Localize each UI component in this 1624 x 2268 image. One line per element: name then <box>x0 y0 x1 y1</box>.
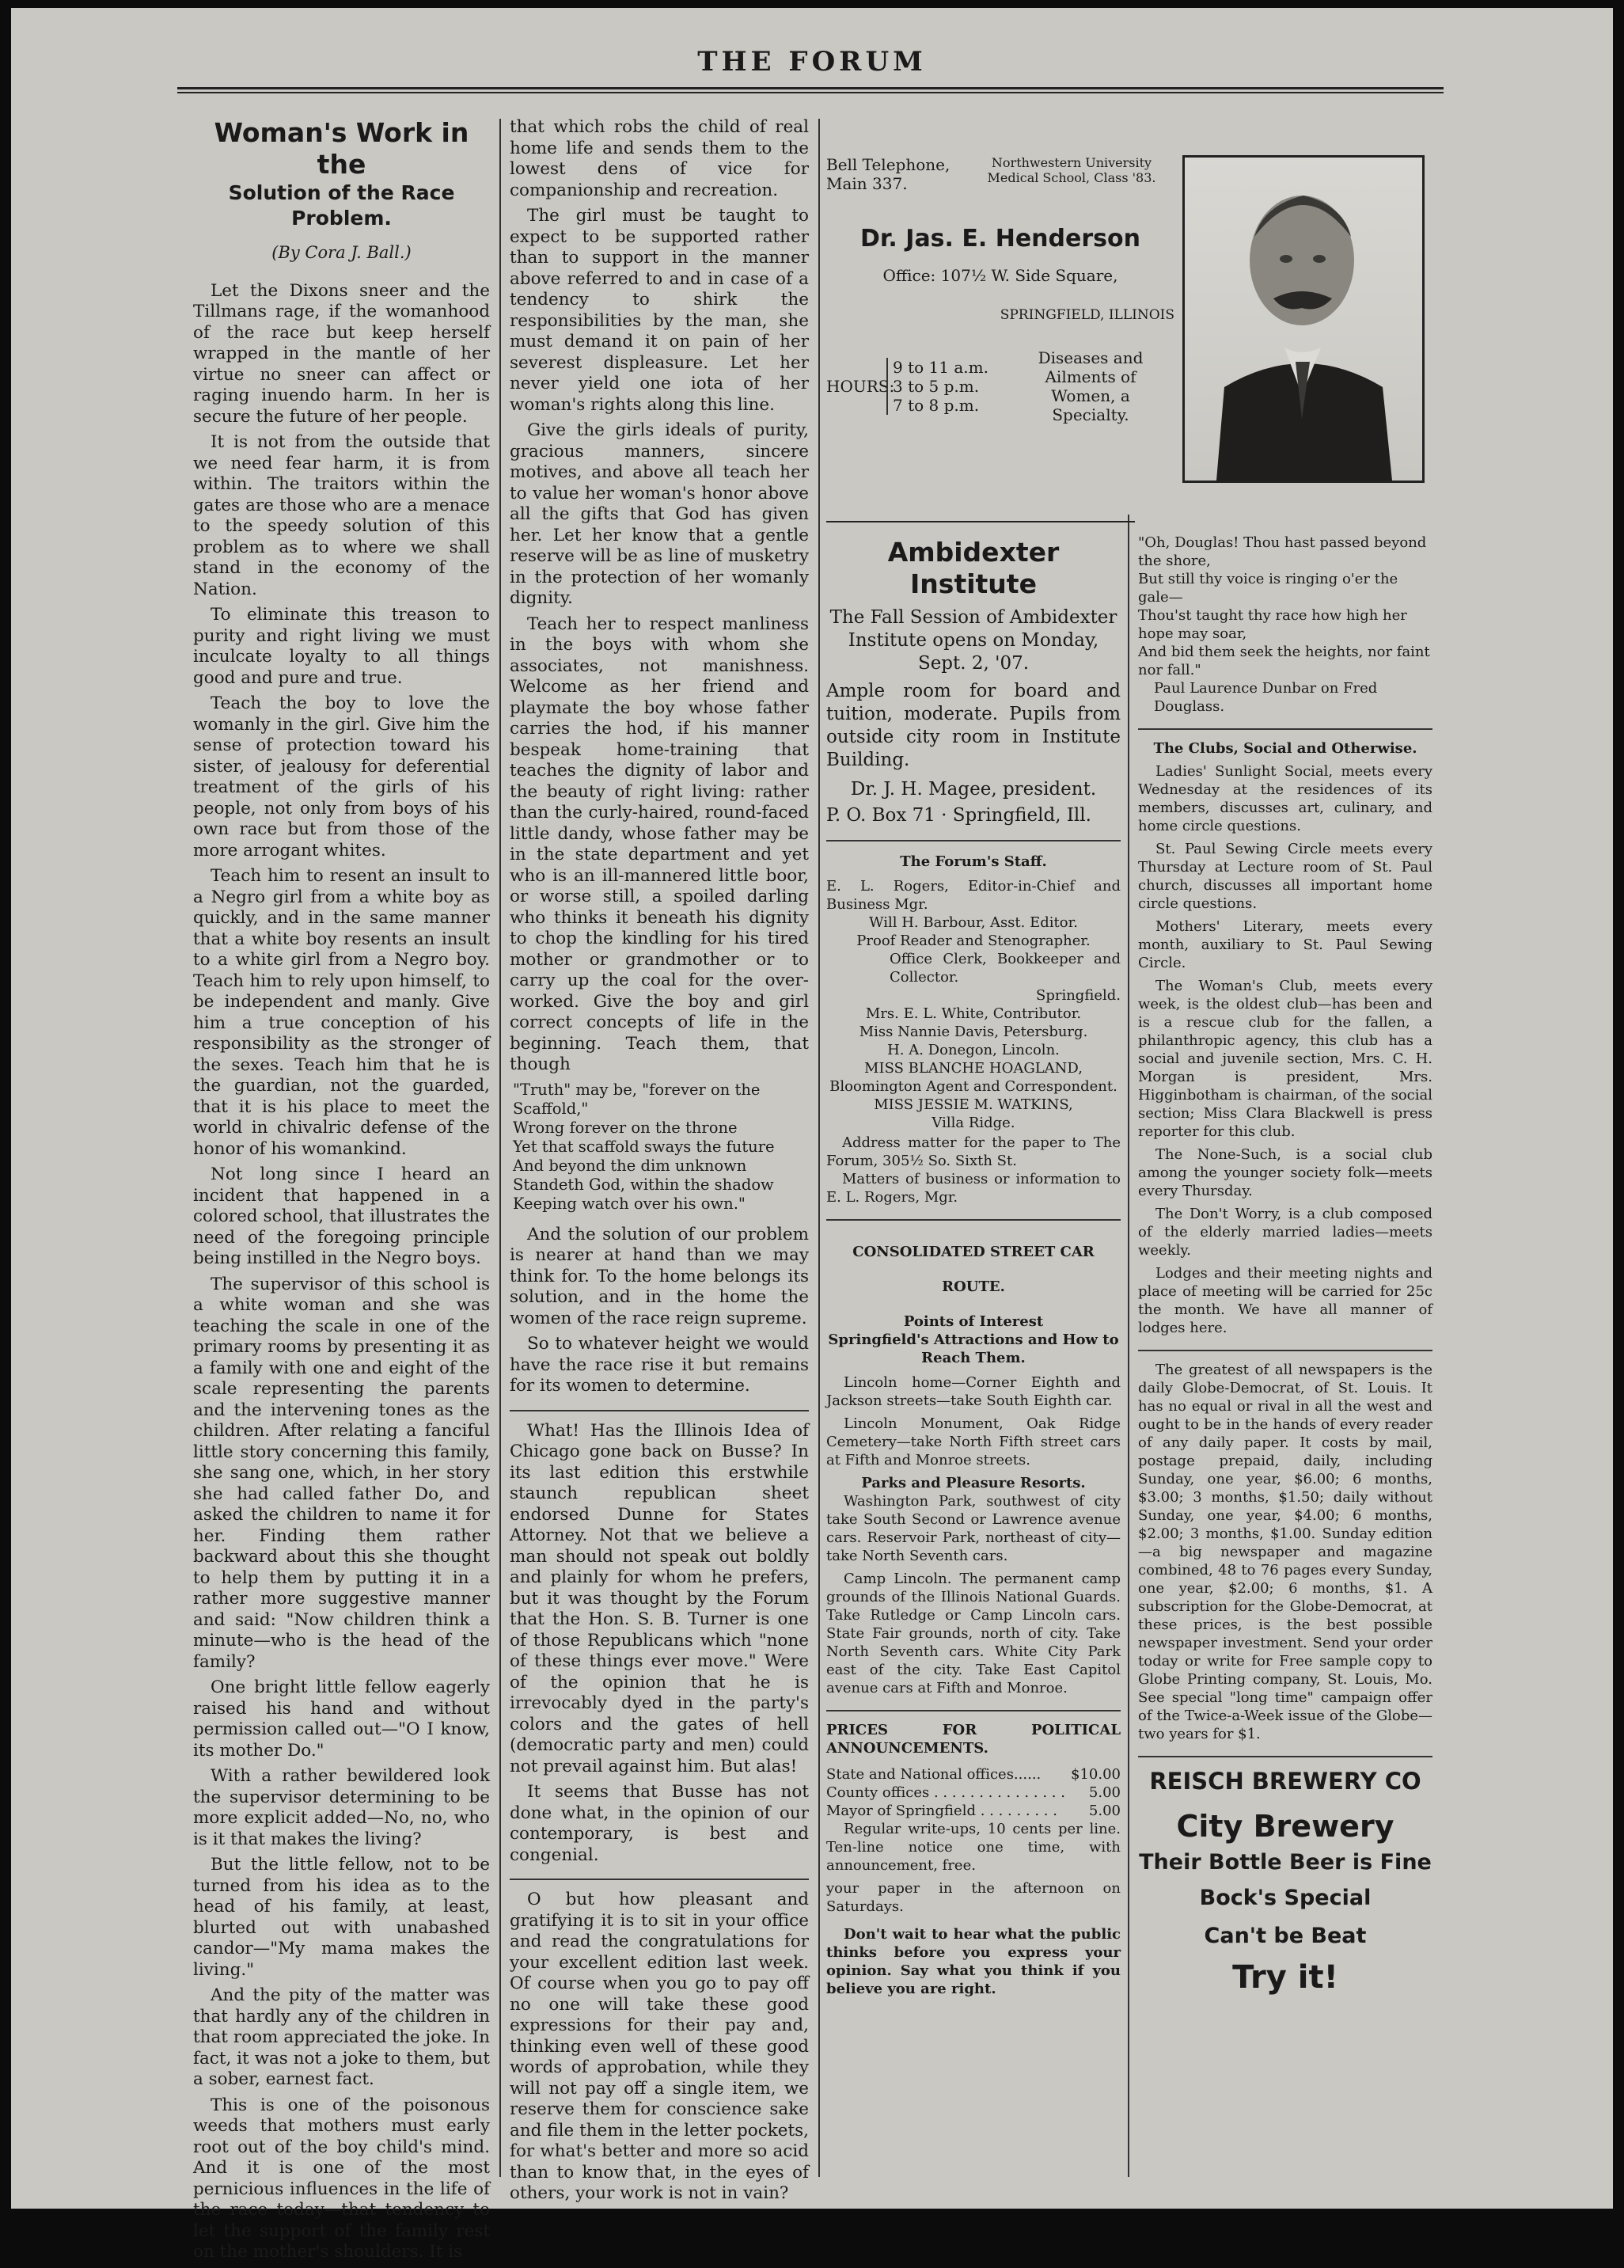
staff-list <box>826 877 1121 1206</box>
institute-title: Ambidexter Institute <box>887 537 1060 599</box>
article-paragraph: And the solution of our problem is nearer at hand than we may think for. To the home belongs its solution, and in the home the women of the race reign supreme. <box>510 1224 809 1328</box>
prices-heading: PRICES FOR POLITICAL ANNOUNCEMENTS. <box>826 1722 1121 1757</box>
dunbar-line: But still thy voice is ringing o'er the gale— <box>1138 571 1398 606</box>
staff-line: Villa Ridge. <box>932 1115 1015 1131</box>
staff-address: Address matter for the paper to The Forum, 305½ So. Sixth St. <box>826 1134 1121 1169</box>
club-item: Lodges and their meeting nights and place of meeting will be carried for 25c the month. We have all manner of lodges here. <box>1138 1265 1432 1336</box>
article-paragraph: One bright little fellow eagerly raised his hand and without permission called out—"O I know, its mother Do." <box>193 1677 490 1761</box>
institute-address: P. O. Box 71 · Springfield, Ill. <box>826 805 1091 826</box>
hours-slot: 9 to 11 a.m. <box>893 358 988 377</box>
poem-line: Yet that scaffold sways the future <box>513 1137 775 1156</box>
staff-line: Office Clerk, Bookkeeper and Collector. <box>890 951 1121 986</box>
doctor-school: Northwestern University Medical School, Class '83. <box>987 155 1156 185</box>
brewery-ad <box>1138 1767 1432 2000</box>
hours-label: HOURS: <box>826 377 895 396</box>
price-row <box>826 1802 1121 1820</box>
staff-line: H. A. Donegon, Lincoln. <box>887 1042 1060 1058</box>
article-paragraph: Teach the boy to love the womanly in the girl. Give him the sense of protection toward his sister, of jealousy for deferential treatment of the girls of his people, not only from boys of his own race but from those of the more arrogant whites. <box>193 693 490 860</box>
staff-line: E. L. Rogers, Editor-in-Chief and Business Mgr. <box>826 878 1121 913</box>
section-divider <box>510 1410 809 1411</box>
doctor-portrait <box>1182 155 1425 483</box>
price-row <box>826 1765 1121 1784</box>
article-paragraph: that which robs the child of real home life and sends them to the lowest dens of vice for companionship and recreation. <box>510 117 809 200</box>
doctor-city: SPRINGFIELD, ILLINOIS <box>1000 307 1174 323</box>
dunbar-line: And bid them seek the heights, nor faint nor fall." <box>1138 644 1430 678</box>
hours-slot: 7 to 8 p.m. <box>893 396 980 415</box>
section-divider <box>826 840 1121 841</box>
institute-text: Ample room for board and tuition, moderate. Pupils from outside city room in Institute Building. <box>826 681 1121 770</box>
club-item: St. Paul Sewing Circle meets every Thursday at Lecture room of St. Paul church, discusses all important home circle questions. <box>1138 841 1432 912</box>
parks-heading: Parks and Pleasure Resorts. <box>861 1475 1086 1491</box>
price-value: 5.00 <box>1088 1803 1121 1819</box>
brewery-line: Try it! <box>1232 1959 1338 1996</box>
club-item: The Woman's Club, meets every week, is the oldest club—has been and is a rescue club for the fallen, a philanthropic agency, this club has a social and juvenile section, Mrs. C. H. Morgan is president, Mrs. Higginbotham is chairman, of the social section; Miss Clara Blackwell is press reporter for this club. <box>1138 978 1432 1140</box>
staff-line: MISS BLANCHE HOAGLAND, <box>864 1060 1083 1077</box>
article-column-1 <box>193 117 490 2268</box>
institute-text: The Fall Session of Ambidexter Institute opens on Monday, Sept. 2, '07. <box>829 607 1117 674</box>
article-paragraph: It is not from the outside that we need fear harm, it is from within. The traitors within the gates are those who are a menace to the speedy solution of this problem as to where we shall stand in the economy of the Nation. <box>193 432 490 599</box>
article-paragraph: So to whatever height we would have the race rise it but remains for its women to determine. <box>510 1334 809 1396</box>
price-label: State and National offices...... <box>826 1766 1042 1783</box>
price-value: $10.00 <box>1071 1766 1121 1783</box>
masthead-rule <box>177 87 1444 89</box>
staff-line: Springfield. <box>1036 987 1121 1004</box>
doctor-specialty: Diseases and Ailments of Women, a Specialty. <box>1038 348 1144 424</box>
poem-line: Keeping watch over his own." <box>513 1194 746 1213</box>
dunbar-attribution: Paul Laurence Dunbar on Fred Douglass. <box>1154 680 1378 715</box>
section-divider <box>1138 728 1432 730</box>
column-divider <box>499 119 501 2177</box>
dunbar-line: "Oh, Douglas! Thou hast passed beyond the shore, <box>1138 534 1427 569</box>
article-paragraph: This is one of the poisonous weeds that mothers must early root out of the boy child's mind. And it is one of the most pernicious influences in the life of the race today—that tendency to let the support of the family rest on the mother's shoulders. It is <box>193 2095 490 2262</box>
staff-line: Bloomington Agent and Correspondent. <box>829 1078 1117 1095</box>
article-paragraph: The girl must be taught to expect to be supported rather than to support in the manner above referred to and in case of a tendency to shirk the responsibilities by the man, she must demand it on pain of her severest displeasure. Let her never yield one iota of her woman's rights along this line. <box>510 206 809 415</box>
prices-tip: Don't wait to hear what the public thinks before you express your opinion. Say what you think if you believe you are right. <box>826 1926 1121 1997</box>
prices-note: your paper in the afternoon on Saturdays. <box>826 1880 1121 1915</box>
staff-line: Will H. Barbour, Asst. Editor. <box>869 914 1078 931</box>
article-subtitle: Solution of the Race Problem. <box>228 181 455 230</box>
parks-item: Camp Lincoln. The permanent camp grounds of the Illinois National Guards. Take Rutledge or Camp Lincoln cars. State Fair grounds, north of city. Take North Seventh cars. White City Park east of the city. Take East Capitol avenue cars at Fifth and Monroe. <box>826 1571 1121 1696</box>
section-divider <box>826 1710 1121 1711</box>
editorial-paragraph: What! Has the Illinois Idea of Chicago gone back on Busse? In its last edition this erstwhile staunch republican sheet endorsed Dunne for States Attorney. Not that we believe a man should not speak out boldly and plainly for whom he prefers, but it was thought by the Forum that the Hon. S. B. Turner is one of those Republicans which "none of these things ever move." Were of the opinion that he is irrevocably dyed in the party's colors and the gates of hell (democratic party and men) could not prevail against him. But alas! <box>510 1420 809 1776</box>
poem-line: "Truth" may be, "forever on the Scaffold," <box>513 1080 761 1118</box>
section-divider <box>510 1879 809 1880</box>
hours-slot: 3 to 5 p.m. <box>893 377 980 396</box>
club-item: Ladies' Sunlight Social, meets every Wednesday at the residences of its members, discusses art, culinary, and home circle questions. <box>1138 763 1432 834</box>
newspaper-page <box>11 8 1613 2262</box>
brewery-line: Bock's Special <box>1199 1886 1372 1910</box>
section-divider <box>1138 1350 1432 1351</box>
car-route-sub: Springfield's Attractions and How to Reach Them. <box>828 1332 1119 1366</box>
car-route-sub: Points of Interest <box>903 1313 1044 1330</box>
article-title: Woman's Work in the <box>214 117 469 180</box>
article-paragraph: Teach him to resent an insult to a Negro girl from a white boy as quickly, and in the same manner that a white boy resents an insult to a white girl from a Negro boy. Teach him to rely upon himself, to be independent and manly. Give him a true conception of his responsibility as the stronger of the sexes. Teach him that he is the guardian, not the guarded, that it is his place to meet the world in chivalric defense of the honor of his womankind. <box>193 866 490 1159</box>
parks-item: Washington Park, southwest of city take South Second or Lawrence avenue cars. Reservoir Park, northeast of city—take North Seventh cars. <box>826 1493 1121 1564</box>
column-4 <box>1138 534 1432 2000</box>
club-item: Mothers' Literary, meets every month, auxiliary to St. Paul Sewing Circle. <box>1138 918 1432 971</box>
price-label: Mayor of Springfield . . . . . . . . . <box>826 1803 1057 1819</box>
section-divider <box>1138 1756 1432 1757</box>
poem-line: Wrong forever on the throne <box>513 1118 738 1137</box>
doctor-name: Dr. Jas. E. Henderson <box>860 225 1140 253</box>
portrait-image <box>1185 158 1422 481</box>
staff-line: Mrs. E. L. White, Contributor. <box>865 1005 1082 1022</box>
brewery-line: City Brewery <box>1176 1809 1394 1844</box>
column-divider <box>1128 515 1129 2177</box>
staff-matters: Matters of business or information to E. L. Rogers, Mgr. <box>826 1171 1121 1206</box>
brewery-name: REISCH BREWERY CO <box>1149 1768 1421 1795</box>
column-3 <box>826 537 1121 2003</box>
prices-note: Regular write-ups, 10 cents per line. Ten-line notice one time, with announcement, free. <box>826 1821 1121 1874</box>
editorial-paragraph: It seems that Busse has not done what, in the opinion of our contemporary, is best and congenial. <box>510 1782 809 1865</box>
brewery-line: Their Bottle Beer is Fine <box>1139 1850 1432 1875</box>
doctor-phone: Bell Telephone, Main 337. <box>826 155 950 193</box>
article-paragraph: Give the girls ideals of purity, gracious manners, sincere motives, and above all teach her to value her woman's honor above all the gifts that God has given her. Let her know that a gentle reserve will be as line of musketry in the protection of her womanly dignity. <box>510 420 809 608</box>
dunbar-line: Thou'st taught thy race how high her hope may soar, <box>1138 607 1407 642</box>
article-paragraph: But the little fellow, not to be turned from his idea as to the head of his family, at least, blurted out with unabashed candor—"My mama makes the living." <box>193 1855 490 1980</box>
article-column-2 <box>510 117 809 2209</box>
doctor-ad <box>826 155 1174 424</box>
section-divider <box>826 1219 1121 1221</box>
staff-line: MISS JESSIE M. WATKINS, <box>874 1096 1073 1113</box>
poem-line: And beyond the dim unknown <box>513 1156 747 1175</box>
article-paragraph: Let the Dixons sneer and the Tillmans rage, if the womanhood of the race but keep herself wrapped in the mantle of her virtue no sneer can affect or raging inuendo harm. In her is secure the future of her people. <box>193 280 490 427</box>
ad-divider <box>826 521 1135 522</box>
brewery-line: Can't be Beat <box>1204 1924 1367 1948</box>
price-row <box>826 1784 1121 1802</box>
car-route-item: Lincoln Monument, Oak Ridge Cemetery—take North Fifth street cars at Fifth and Monroe streets. <box>826 1415 1121 1468</box>
clubs-heading: The Clubs, Social and Otherwise. <box>1153 740 1417 757</box>
prices-table <box>826 1765 1121 1820</box>
article-paragraph: With a rather bewildered look the supervisor determining to be more explicit added—No, no, who is it that makes the living? <box>193 1766 490 1849</box>
institute-president: Dr. J. H. Magee, president. <box>850 779 1097 800</box>
car-route-item: Lincoln home—Corner Eighth and Jackson streets—take South Eighth car. <box>826 1374 1121 1409</box>
staff-heading: The Forum's Staff. <box>900 853 1047 870</box>
doctor-office: Office: 107½ W. Side Square, <box>882 266 1118 285</box>
car-route-heading: CONSOLIDATED STREET CAR ROUTE. <box>852 1244 1095 1295</box>
hours-list <box>886 358 1011 415</box>
article-byline: (By Cora J. Ball.) <box>271 243 412 262</box>
column-divider <box>818 119 820 2177</box>
staff-line: Proof Reader and Stenographer. <box>856 933 1091 949</box>
club-item: The None-Such, is a social club among the younger society folk—meets every Thursday. <box>1138 1146 1432 1199</box>
staff-line: Miss Nannie Davis, Petersburg. <box>859 1024 1088 1040</box>
price-label: County offices . . . . . . . . . . . . . . . <box>826 1784 1065 1801</box>
poem-quote <box>513 1081 809 1214</box>
dunbar-poem <box>1138 534 1432 716</box>
masthead: THE FORUM <box>697 46 927 78</box>
article-paragraph: Not long since I heard an incident that happened in a colored school, that illustrates the need of the foregoing principle being instilled in the Negro boys. <box>193 1164 490 1268</box>
masthead-rule-2 <box>177 92 1444 93</box>
price-value: 5.00 <box>1088 1784 1121 1801</box>
poem-line: Standeth God, within the shadow <box>513 1175 774 1194</box>
gratitude-paragraph: O but how pleasant and gratifying it is to sit in your office and read the congratulations for your excellent edition last week. Of course when you go to pay off no one will take these good expressions for their pay and, thinking even well of these good words of approbation, while they will not pay off a single item, we reserve them for conscience sake and file them in the letter pockets, for what's better and more so acid than to know that, in the eyes of others, your work is not in vain? <box>510 1890 809 2203</box>
article-paragraph: The supervisor of this school is a white woman and she was teaching the scale in one of the primary rooms by presenting it as a family with one and eight of the scale representing the parents and the intervening tones as the children. After relating a fanciful little story concerning this family, she sang one, which, in her story she had called father Do, and asked the children to name it for her. Finding them rather backward about this she thought to help them by putting it in a rather more suggestive manner and said: "Now children think a minute—who is the head of the family? <box>193 1274 490 1672</box>
article-paragraph: Teach her to respect manliness in the boys with whom she associates, not manishness. Welcome as her friend and playmate the boy whose father carries the hod, if his manner bespeak home-training that teaches the dignity of labor and the beauty of right living: rather than the curly-haired, round-faced little dandy, whose father may be in the state department and yet who is an ill-mannered little boor, or worse still, a spoiled darling who thinks it beneath his dignity to chop the kindling for his tired mother or grandmother or to carry up the coal for the over-worked. Give the boy and girl correct concepts of life in the beginning. Teach them, that though <box>510 614 809 1074</box>
club-item: The Don't Worry, is a club composed of the elderly married ladies—meets weekly. <box>1138 1206 1432 1259</box>
article-paragraph: To eliminate this treason to purity and right living we must inculcate loyalty to all things good and pure and true. <box>193 605 490 688</box>
globe-ad: The greatest of all newspapers is the daily Globe-Democrat, of St. Louis. It has no equal or rival in all the west and ought to be in the hands of every reader of any daily paper. It costs by mail, postage prepaid, daily, including Sunday, one year, $6.00; 6 months, $3.00; 3 months, $1.50; daily without Sunday, one year, $4.00; 6 months, $2.00; 3 months, $1.00. Sunday edition—a big newspaper and magazine combined, 48 to 76 pages every Sunday, one year, $2.00; 6 months, $1. A subscription for the Globe-Democrat, at these prices, is the best possible newspaper investment. Send your order today or write for Free sample copy to Globe Printing company, St. Louis, Mo. See special "long time" campaign offer of the Twice-a-Week issue of the Globe—two years for $1. <box>1138 1362 1432 1742</box>
article-paragraph: And the pity of the matter was that hardly any of the children in that room appreciated the joke. In fact, it was not a joke to them, but a sober, earnest fact. <box>193 1985 490 2089</box>
